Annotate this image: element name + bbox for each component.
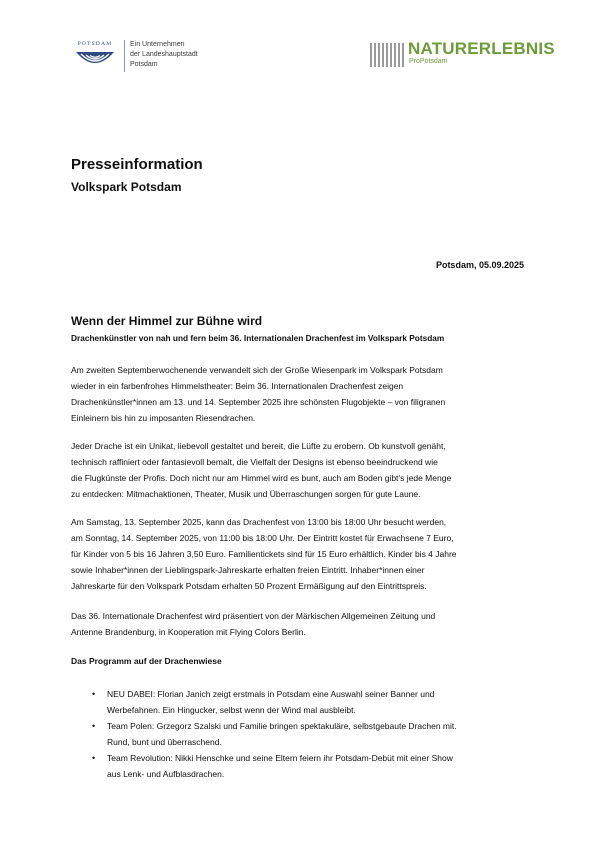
paragraph-line: Am Samstag, 13. September 2025, kann das Drachenfest von 13:00 bis 18:00 Uhr besucht werden, — [71, 517, 447, 527]
list-item — [92, 686, 532, 718]
paragraph-line: Am zweiten Septemberwochenende verwandelt sich der Große Wiesenpark im Volkspark Potsdam — [71, 365, 443, 375]
logo-line-1: Ein Unternehmen — [130, 41, 185, 48]
logo-line-2: der Landeshauptstadt — [130, 51, 198, 58]
paragraph-line: Antenne Brandenburg, in Kooperation mit Flying Colors Berlin. — [71, 627, 306, 637]
bullet-icon: • — [92, 753, 96, 763]
doc-subtitle: Volkspark Potsdam — [71, 180, 182, 194]
paragraph-line: für Kinder von 5 bis 16 Jahren 3,50 Euro. Familientickets sind für 15 Euro erhältlich. Kinder bis 4 Jahre — [71, 549, 457, 559]
paragraph-line: Das 36. Internationale Drachenfest wird präsentiert von der Märkischen Allgemeinen Zeitung und — [71, 611, 436, 621]
subheadline: Drachenkünstler von nah und fern beim 36. Internationalen Drachenfest im Volkspark Potsdam — [71, 333, 445, 343]
paragraph-3 — [71, 514, 531, 594]
paragraph-2 — [71, 438, 531, 502]
doc-title: Presseinformation — [71, 156, 203, 173]
doc-date: Potsdam, 05.09.2025 — [435, 260, 524, 270]
program-list — [92, 686, 532, 782]
list-item-line: Werbefahnen. Ein Hingucker, selbst wenn der Wind mal ausbleibt. — [107, 705, 356, 715]
paragraph-line: am Sonntag, 14. September 2025, von 11:00 bis 18:00 Uhr. Der Eintritt kostet für Erwachsene 7 Euro, — [71, 533, 454, 543]
list-item-line: Team Polen: Grzegorz Szalski und Familie bringen spektakuläre, selbstgebaute Drachen mit. — [107, 721, 457, 731]
logo-line-3: Potsdam — [130, 61, 158, 68]
list-item-line: aus Lenk- und Aufblasdrachen. — [107, 769, 225, 779]
paragraph-line: Einleinern bis hin zu imposanten Riesendrachen. — [71, 413, 256, 423]
logo-divider — [124, 40, 125, 72]
list-item — [92, 750, 532, 782]
paragraph-line: Jeder Drache ist ein Unikat, liebevoll gestaltet und bereit, die Lüfte zu erobern. Ob kunstvoll genäht, — [71, 441, 446, 451]
svg-text:POTSDAM: POTSDAM — [77, 41, 113, 47]
list-item-line: NEU DABEI: Florian Janich zeigt erstmals in Potsdam eine Auswahl seiner Banner und — [107, 689, 435, 699]
paragraph-1 — [71, 362, 531, 426]
potsdam-emblem-icon — [72, 38, 118, 74]
list-item — [92, 718, 532, 750]
list-item-line: Rund, bunt und überraschend. — [107, 737, 222, 747]
naturerlebnis-logo — [370, 39, 555, 70]
bullet-icon: • — [92, 721, 96, 731]
headline: Wenn der Himmel zur Bühne wird — [71, 314, 263, 328]
brand-sub: ProPotsdam — [409, 58, 448, 65]
bullet-icon: • — [92, 689, 96, 699]
paragraph-line: die Flugkünste der Profis. Doch nicht nur am Himmel wird es bunt, auch am Boden gibt’s jede Menge — [71, 473, 452, 483]
paragraph-line: wieder in ein farbenfrohes Himmelstheater: Beim 36. Internationalen Drachenfest zeigen — [71, 381, 404, 391]
barcode-bars-icon — [370, 41, 406, 67]
list-item-line: Team Revolution: Nikki Henschke und seine Eltern feiern ihr Potsdam-Debüt mit einer Show — [107, 753, 453, 763]
paragraph-4 — [71, 608, 531, 640]
paragraph-line: Drachenkünstler*innen am 13. und 14. September 2025 ihre schönsten Flugobjekte – von filigranen — [71, 397, 446, 407]
paragraph-line: sowie Inhaber*innen der Lieblingspark-Jahreskarte erhalten freien Eintritt. Inhaber*innen einer — [71, 565, 425, 575]
program-title: Das Programm auf der Drachenwiese — [71, 656, 222, 666]
brand-part-1: NATUR — [408, 39, 468, 58]
paragraph-line: zu entdecken: Mitmachaktionen, Theater, Musik und Überraschungen sorgen für gute Laune. — [71, 489, 421, 499]
paragraph-line: Jahreskarte für den Volkspark Potsdam erhalten 50 Prozent Ermäßigung auf den Eintrittspreis. — [71, 581, 427, 591]
brand-part-2: ERLEBNIS — [467, 39, 555, 58]
brand-name — [408, 39, 555, 59]
potsdam-logo — [72, 38, 232, 74]
paragraph-line: technisch raffiniert oder fantasievoll bemalt, die Vielfalt der Designs ist ebenso beeindruckend wie — [71, 457, 438, 467]
